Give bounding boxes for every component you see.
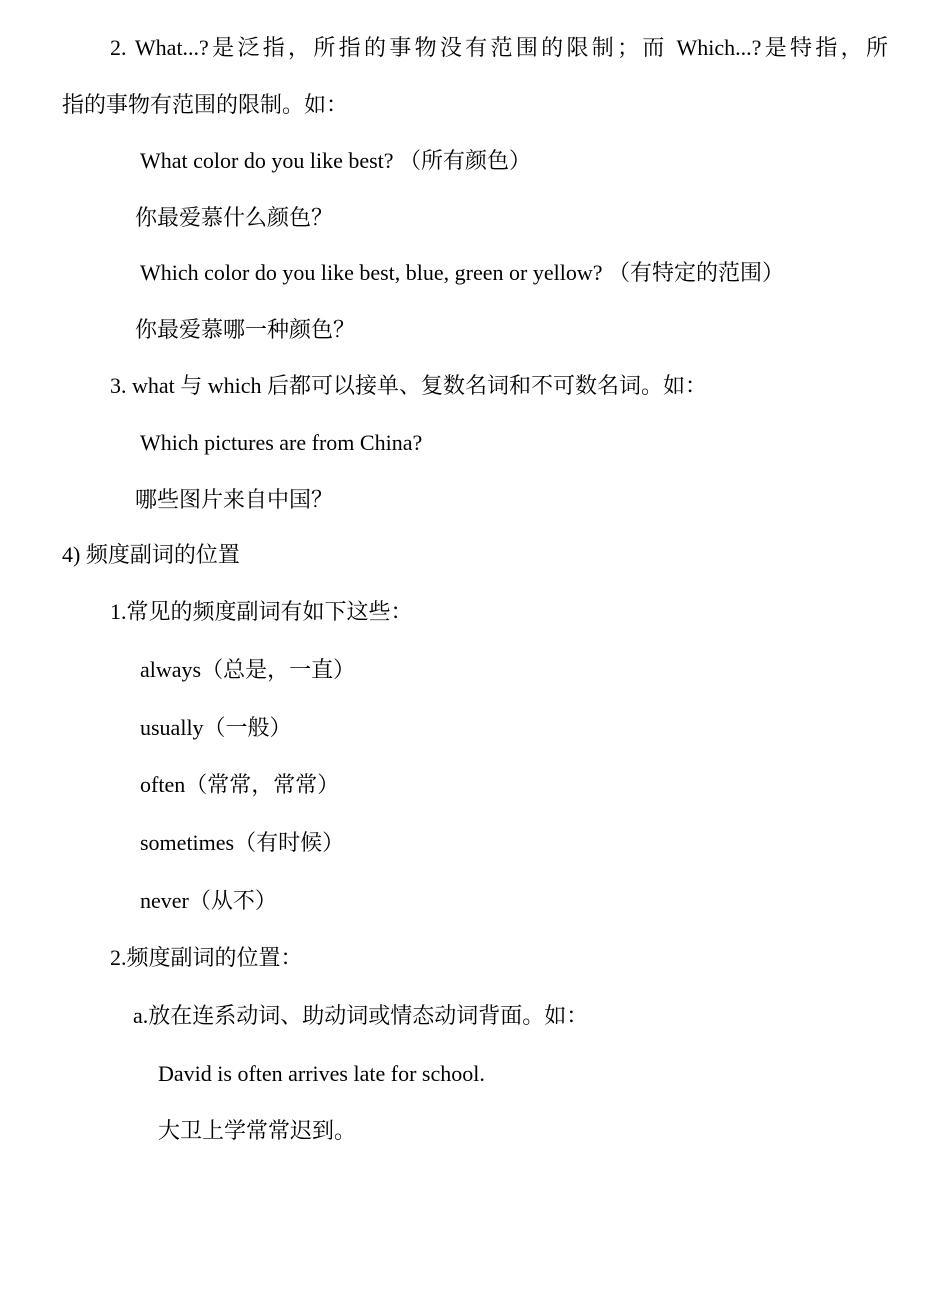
paragraph-line: 2.频度副词的位置： xyxy=(110,945,303,970)
paragraph-line: 指的事物有范围的限制。如： xyxy=(62,92,349,117)
paragraph-line: 1.常见的频度副词有如下这些： xyxy=(110,599,413,624)
list-item: often（常常，常常） xyxy=(140,772,340,797)
example-sentence: David is often arrives late for school. xyxy=(158,1061,485,1086)
list-item: never（从不） xyxy=(140,888,277,913)
example-translation: 你最爱慕什么颜色？ xyxy=(135,205,334,230)
paragraph-line: 2. What...?是泛指，所指的事物没有范围的限制；而 Which...?是特指，所 xyxy=(110,35,888,60)
paragraph-line: a.放在连系动词、助动词或情态动词背面。如： xyxy=(133,1003,589,1028)
example-sentence: Which color do you like best, blue, green or yellow? （有特定的范围） xyxy=(140,260,784,285)
section-heading: 4) 频度副词的位置 xyxy=(62,542,240,567)
example-sentence: What color do you like best? （所有颜色） xyxy=(140,148,532,173)
list-item: sometimes（有时候） xyxy=(140,830,345,855)
example-translation: 哪些图片来自中国？ xyxy=(135,487,334,512)
list-item: usually（一般） xyxy=(140,715,292,740)
example-translation: 你最爱慕哪一种颜色？ xyxy=(135,317,356,342)
example-translation: 大卫上学常常迟到。 xyxy=(158,1118,357,1143)
list-item: always（总是，一直） xyxy=(140,657,356,682)
paragraph-line: 3. what 与 which 后都可以接单、复数名词和不可数名词。如： xyxy=(110,373,708,398)
example-sentence: Which pictures are from China? xyxy=(140,430,423,455)
